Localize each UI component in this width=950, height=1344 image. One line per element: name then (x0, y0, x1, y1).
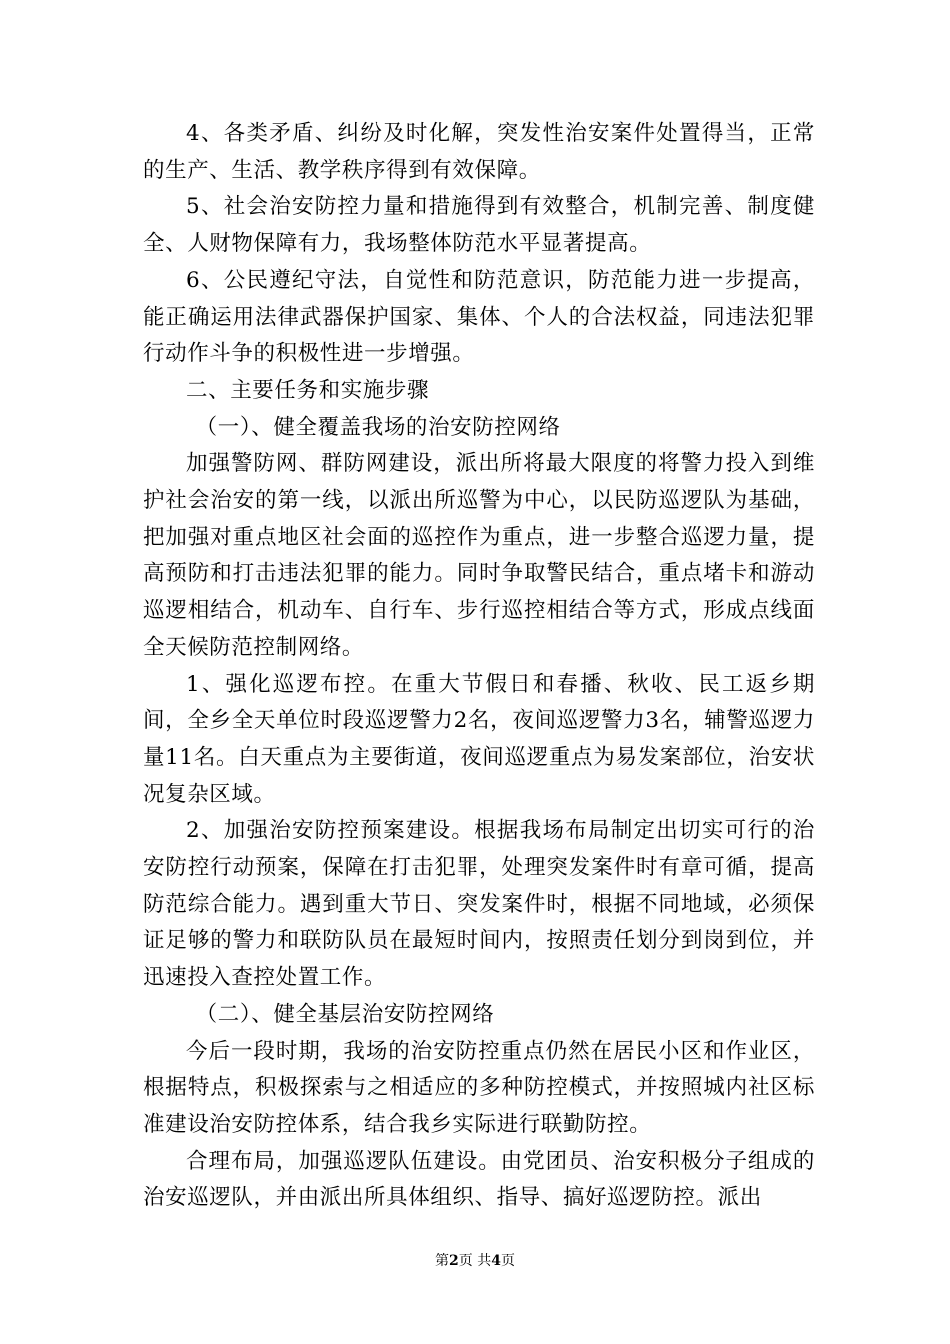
page-footer (0, 1250, 950, 1270)
paragraph-patrol-deployment: 1、强化巡逻布控。在重大节假日和春播、秋收、民工返乡期间，全乡全天单位时段巡逻警力2名，夜间巡逻警力3名，辅警巡逻力量11名。白天重点为主要街道，夜间巡逻重点为易发案部位，治安状况复杂区域。 (143, 671, 815, 807)
footer-prefix: 第 (435, 1253, 450, 1269)
paragraph-item-5: 5、社会治安防控力量和措施得到有效整合，机制完善、制度健全、人财物保障有力，我场整体防范水平显著提高。 (143, 194, 815, 257)
paragraph-grassroots: 今后一段时期，我场的治安防控重点仍然在居民小区和作业区，根据特点，积极探索与之相适应的多种防控模式，并按照城内社区标准建设治安防控体系，结合我乡实际进行联勤防控。 (143, 1038, 815, 1137)
current-page-number: 2 (449, 1253, 459, 1269)
document-body (143, 116, 815, 1217)
paragraph-patrol-team: 合理布局，加强巡逻队伍建设。由党团员、治安积极分子组成的治安巡逻队，并由派出所具体组织、指导、搞好巡逻防控。派出 (143, 1148, 815, 1211)
paragraph-contingency-plan: 2、加强治安防控预案建设。根据我场布局制定出切实可行的治安防控行动预案，保障在打击犯罪，处理突发案件时有章可循，提高防范综合能力。遇到重大节日、突发案件时，根据不同地域，必须保证足够的警力和联防队员在最短时间内，按照责任划分到岗到位，并迅速投入查控处置工作。 (143, 818, 815, 991)
subsection-heading-1: （一）、健全覆盖我场的治安防控网络 (195, 414, 561, 440)
paragraph-item-4: 4、各类矛盾、纠纷及时化解，突发性治安案件处置得当，正常的生产、生活、教学秩序得到有效保障。 (143, 121, 815, 183)
section-heading-2: 二、主要任务和实施步骤 (186, 377, 430, 403)
total-page-number: 4 (491, 1253, 501, 1269)
footer-middle: 页 共 (458, 1253, 492, 1269)
subsection-heading-2: （二）、健全基层治安防控网络 (195, 1001, 495, 1027)
paragraph-item-6: 6、公民遵纪守法，自觉性和防范意识，防范能力进一步提高，能正确运用法律武器保护国家、集体、个人的合法权益，同违法犯罪行动作斗争的积极性进一步增强。 (143, 267, 815, 367)
footer-suffix: 页 (500, 1253, 515, 1269)
paragraph-patrol-network: 加强警防网、群防网建设，派出所将最大限度的将警力投入到维护社会治安的第一线，以派出所巡警为中心，以民防巡逻队为基础，把加强对重点地区社会面的巡控作为重点，进一步整合巡逻力量，提高预防和打击违法犯罪的能力。同时争取警民结合，重点堵卡和游动巡逻相结合，机动车、自行车、步行巡控相结合等方式，形成点线面全天候防范控制网络。 (143, 451, 815, 660)
